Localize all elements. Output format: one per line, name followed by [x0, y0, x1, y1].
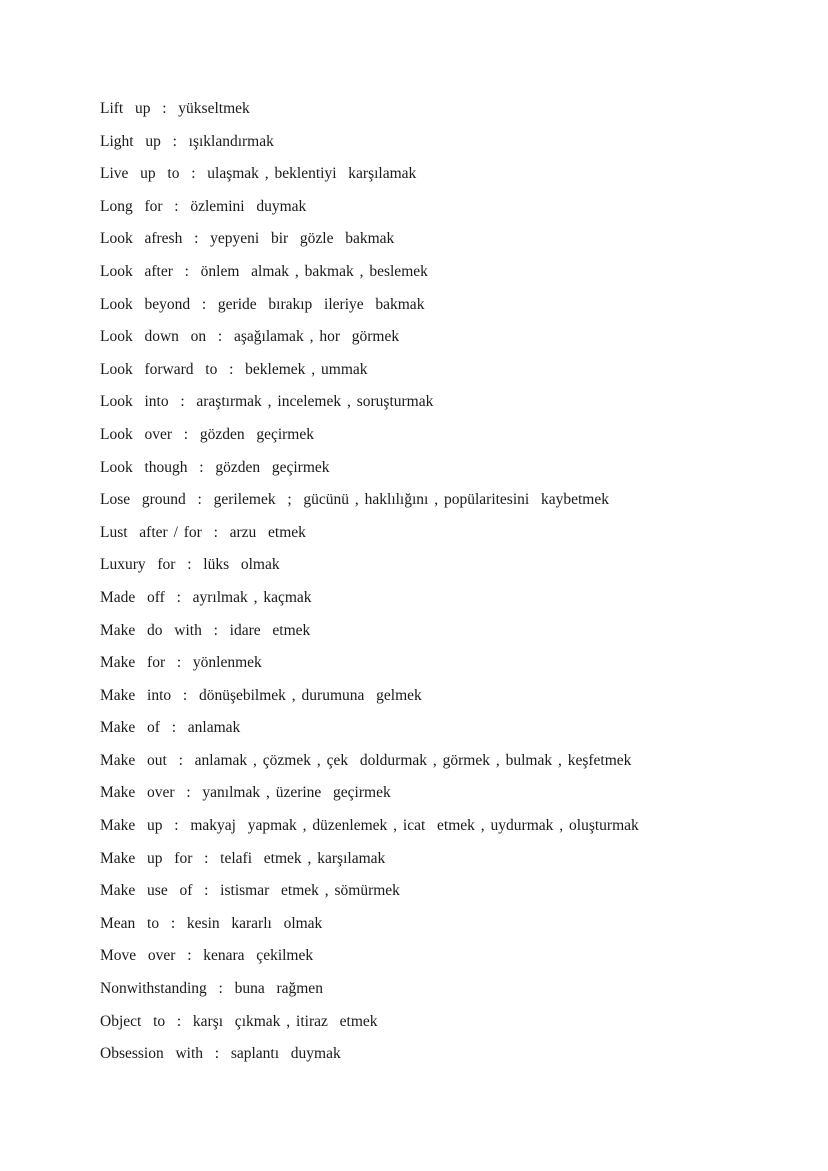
list-item: Make into : dönüşebilmek , durumuna gelmek: [100, 686, 422, 704]
list-item: Make of : anlamak: [100, 719, 241, 737]
list-item: Make over : yanılmak , üzerine geçirmek: [100, 784, 391, 802]
list-item: Look though : gözden geçirmek: [100, 458, 330, 476]
list-item: Make do with : idare etmek: [100, 621, 311, 639]
list-item: Light up : ışıklandırmak: [100, 132, 274, 150]
list-item: Lift up : yükseltmek: [100, 100, 250, 117]
list-item: Nonwithstanding : buna rağmen: [100, 980, 323, 998]
list-item: Luxury for : lüks olmak: [100, 556, 280, 574]
list-item: Obsession with : saplantı duymak: [100, 1045, 341, 1063]
list-item: Make for : yönlenmek: [100, 654, 262, 672]
list-item: Look forward to : beklemek , ummak: [100, 360, 368, 378]
list-item: Look beyond : geride bırakıp ileriye bakmak: [100, 295, 425, 313]
list-item: Make out : anlamak , çözmek , çek doldurmak , görmek , bulmak , keşfetmek: [100, 751, 632, 769]
list-item: Made off : ayrılmak , kaçmak: [100, 588, 312, 606]
list-item: Make use of : istismar etmek , sömürmek: [100, 882, 400, 900]
list-item: Live up to : ulaşmak , beklentiyi karşılamak: [100, 165, 417, 183]
list-item: Lust after / for : arzu etmek: [100, 523, 306, 541]
list-item: Object to : karşı çıkmak , itiraz etmek: [100, 1012, 378, 1030]
list-item: Mean to : kesin kararlı olmak: [100, 914, 323, 932]
list-item: Long for : özlemini duymak: [100, 197, 307, 215]
list-item: Look down on : aşağılamak , hor görmek: [100, 328, 400, 346]
list-item: Look into : araştırmak , incelemek , soruşturmak: [100, 393, 434, 411]
list-item: Make up for : telafi etmek , karşılamak: [100, 849, 386, 867]
list-item: Make up : makyaj yapmak , düzenlemek , icat etmek , uydurmak , oluşturmak: [100, 817, 639, 835]
list-item: Move over : kenara çekilmek: [100, 947, 314, 965]
phrasal-verb-list: [100, 98, 800, 1076]
list-item: Lose ground : gerilemek ; gücünü , haklılığını , popülaritesini kaybetmek: [100, 491, 609, 509]
list-item: Look after : önlem almak , bakmak , beslemek: [100, 262, 428, 280]
list-item: Look over : gözden geçirmek: [100, 425, 314, 443]
list-item: Look afresh : yepyeni bir gözle bakmak: [100, 230, 395, 248]
